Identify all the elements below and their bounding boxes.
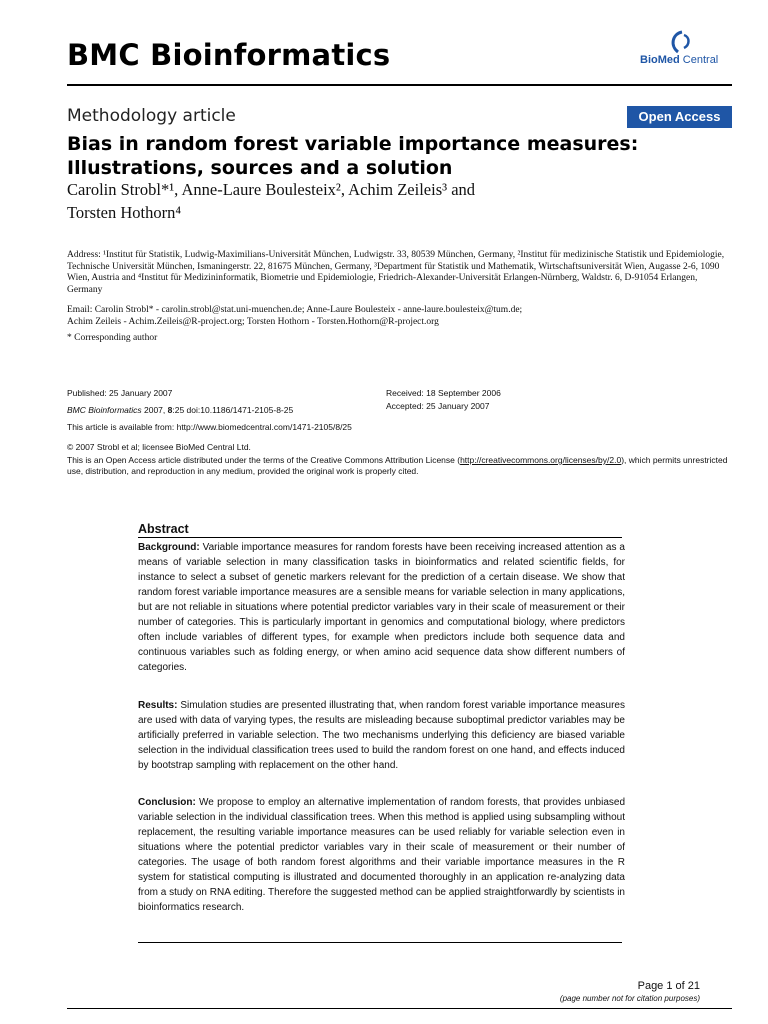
biomed-arc-icon bbox=[668, 30, 698, 56]
citation-year: 2007, bbox=[141, 405, 168, 415]
conclusion-text: We propose to employ an alternative implementation of random forests, that provides unbiased variable selection in the individual classification trees. When this method is applied using subsampling without replacement, the resulting variable importance measures can be used reliably for variable selection even in situations where the potential predictor variables vary in their scale of measurement or their number of categories. The usage of both random forest algorithms and their variable importance measures in the R system for statistical computing is illustrated and documented thoroughly in an application re-analyzing data from a study on RNA editing. Therefore the suggested method can be applied straightforwardly by scientists in bioinformatics research. bbox=[138, 797, 625, 913]
published-date: Published: 25 January 2007 bbox=[67, 388, 173, 398]
citation-journal: BMC Bioinformatics bbox=[67, 405, 142, 415]
article-type: Methodology article bbox=[67, 106, 236, 126]
emails-line-2: Achim Zeileis - Achim.Zeileis@R-project.org; Torsten Hothorn - Torsten.Hothorn@R-project.org bbox=[67, 316, 439, 327]
article-url[interactable]: This article is available from: http://www.biomedcentral.com/1471-2105/8/25 bbox=[67, 422, 352, 432]
header-rule bbox=[67, 84, 732, 86]
page-number-note: (page number not for citation purposes) bbox=[559, 994, 700, 1003]
authors bbox=[67, 178, 627, 224]
corresponding-author-note: * Corresponding author bbox=[67, 333, 158, 343]
accepted-date: Accepted: 25 January 2007 bbox=[386, 401, 490, 411]
abstract-results bbox=[138, 698, 625, 773]
publisher-logo-text bbox=[640, 54, 718, 66]
license-suffix: ), which permits unrestricted use, distribution, and reproduction in any medium, provided the original work is properly cited. bbox=[67, 455, 728, 476]
emails-line-1: Email: Carolin Strobl* - carolin.strobl@stat.uni-muenchen.de; Anne-Laure Boulesteix - anne-laure.boulesteix@tum.de; bbox=[67, 305, 523, 315]
authors-line-1: Carolin Strobl*¹, Anne-Laure Boulesteix², Achim Zeileis³ and bbox=[67, 180, 476, 199]
license-link[interactable]: http://creativecommons.org/licenses/by/2.0 bbox=[460, 455, 622, 465]
results-text: Simulation studies are presented illustrating that, when random forest variable importance measures are used with data of varying types, the results are misleading because suboptimal predictor variables may be artificially preferred in variable selection. The two mechanisms underlying this deficiency are biased variable selection in the individual classification trees used to build the random forest on one hand, and effects induced by bootstrap sampling with replacement on the other hand. bbox=[138, 700, 625, 771]
license-prefix: This is an Open Access article distributed under the terms of the Creative Commons Attribution License ( bbox=[67, 455, 461, 465]
author-emails bbox=[67, 305, 732, 328]
conclusion-label: Conclusion: bbox=[138, 797, 196, 808]
article-title: Bias in random forest variable importance measures: Illustrations, sources and a solution bbox=[67, 133, 639, 179]
abstract-heading: Abstract bbox=[138, 522, 189, 536]
authors-line-2: Torsten Hothorn⁴ bbox=[67, 203, 182, 222]
publisher-logo bbox=[640, 30, 730, 70]
abstract-conclusion bbox=[138, 795, 625, 915]
author-addresses: Address: ¹Institut für Statistik, Ludwig-Maximilians-Universität München, Ludwigstr. 33, 80539 München, Germany, ²Institut für medizinische Statistik und Epidemiologie, Technische Universität München, Ismaningerstr. 22, 81675 München, Germany, ³Department für Statistik und Mathematik, Wirtschaftsuniversität Wien, Augasse 2-6, 1090 Wien, Austria and ⁴Institut für Medizininformatik, Biometrie und Epidemiologie, Friedrich-Alexander-Universität Erlangen-Nürnberg, Waldstr. 6, D-91054 Erlangen, Germany bbox=[67, 250, 725, 295]
footer-rule bbox=[67, 1008, 732, 1009]
abstract-rule-bottom bbox=[138, 942, 622, 943]
citation-doi: :25 doi:10.1186/1471-2105-8-25 bbox=[172, 405, 294, 415]
open-access-badge: Open Access bbox=[627, 106, 732, 128]
license-statement bbox=[67, 455, 732, 477]
logo-central: Central bbox=[679, 54, 719, 66]
journal-title: BMC Bioinformatics bbox=[67, 38, 391, 72]
page-number: Page 1 of 21 bbox=[637, 980, 700, 992]
results-label: Results: bbox=[138, 700, 178, 711]
background-label: Background: bbox=[138, 542, 200, 553]
citation bbox=[67, 405, 293, 416]
received-date: Received: 18 September 2006 bbox=[386, 388, 501, 398]
abstract-rule-top bbox=[138, 537, 622, 538]
logo-biomed: BioMed bbox=[640, 54, 680, 66]
background-text: Variable importance measures for random forests have been receiving increased attention as a means of variable selection in many classification tasks in bioinformatics and related scientific fields, for instance to select a subset of genetic markers relevant for the prediction of a certain disease. We show that random forest variable importance measures are a sensible means for variable selection in many applications, but are not reliable in situations where potential predictor variables vary in their scale of measurement or their number of categories. This is particularly important in genomics and computational biology, where predictors often include variables of different types, for example when predictors include both sequence data and continuous variables such as folding energy, or when amino acid sequence data show different numbers of categories. bbox=[138, 542, 625, 673]
copyright: © 2007 Strobl et al; licensee BioMed Central Ltd. bbox=[67, 442, 251, 452]
abstract-background bbox=[138, 540, 625, 675]
citation-volume: 8 bbox=[167, 405, 173, 415]
